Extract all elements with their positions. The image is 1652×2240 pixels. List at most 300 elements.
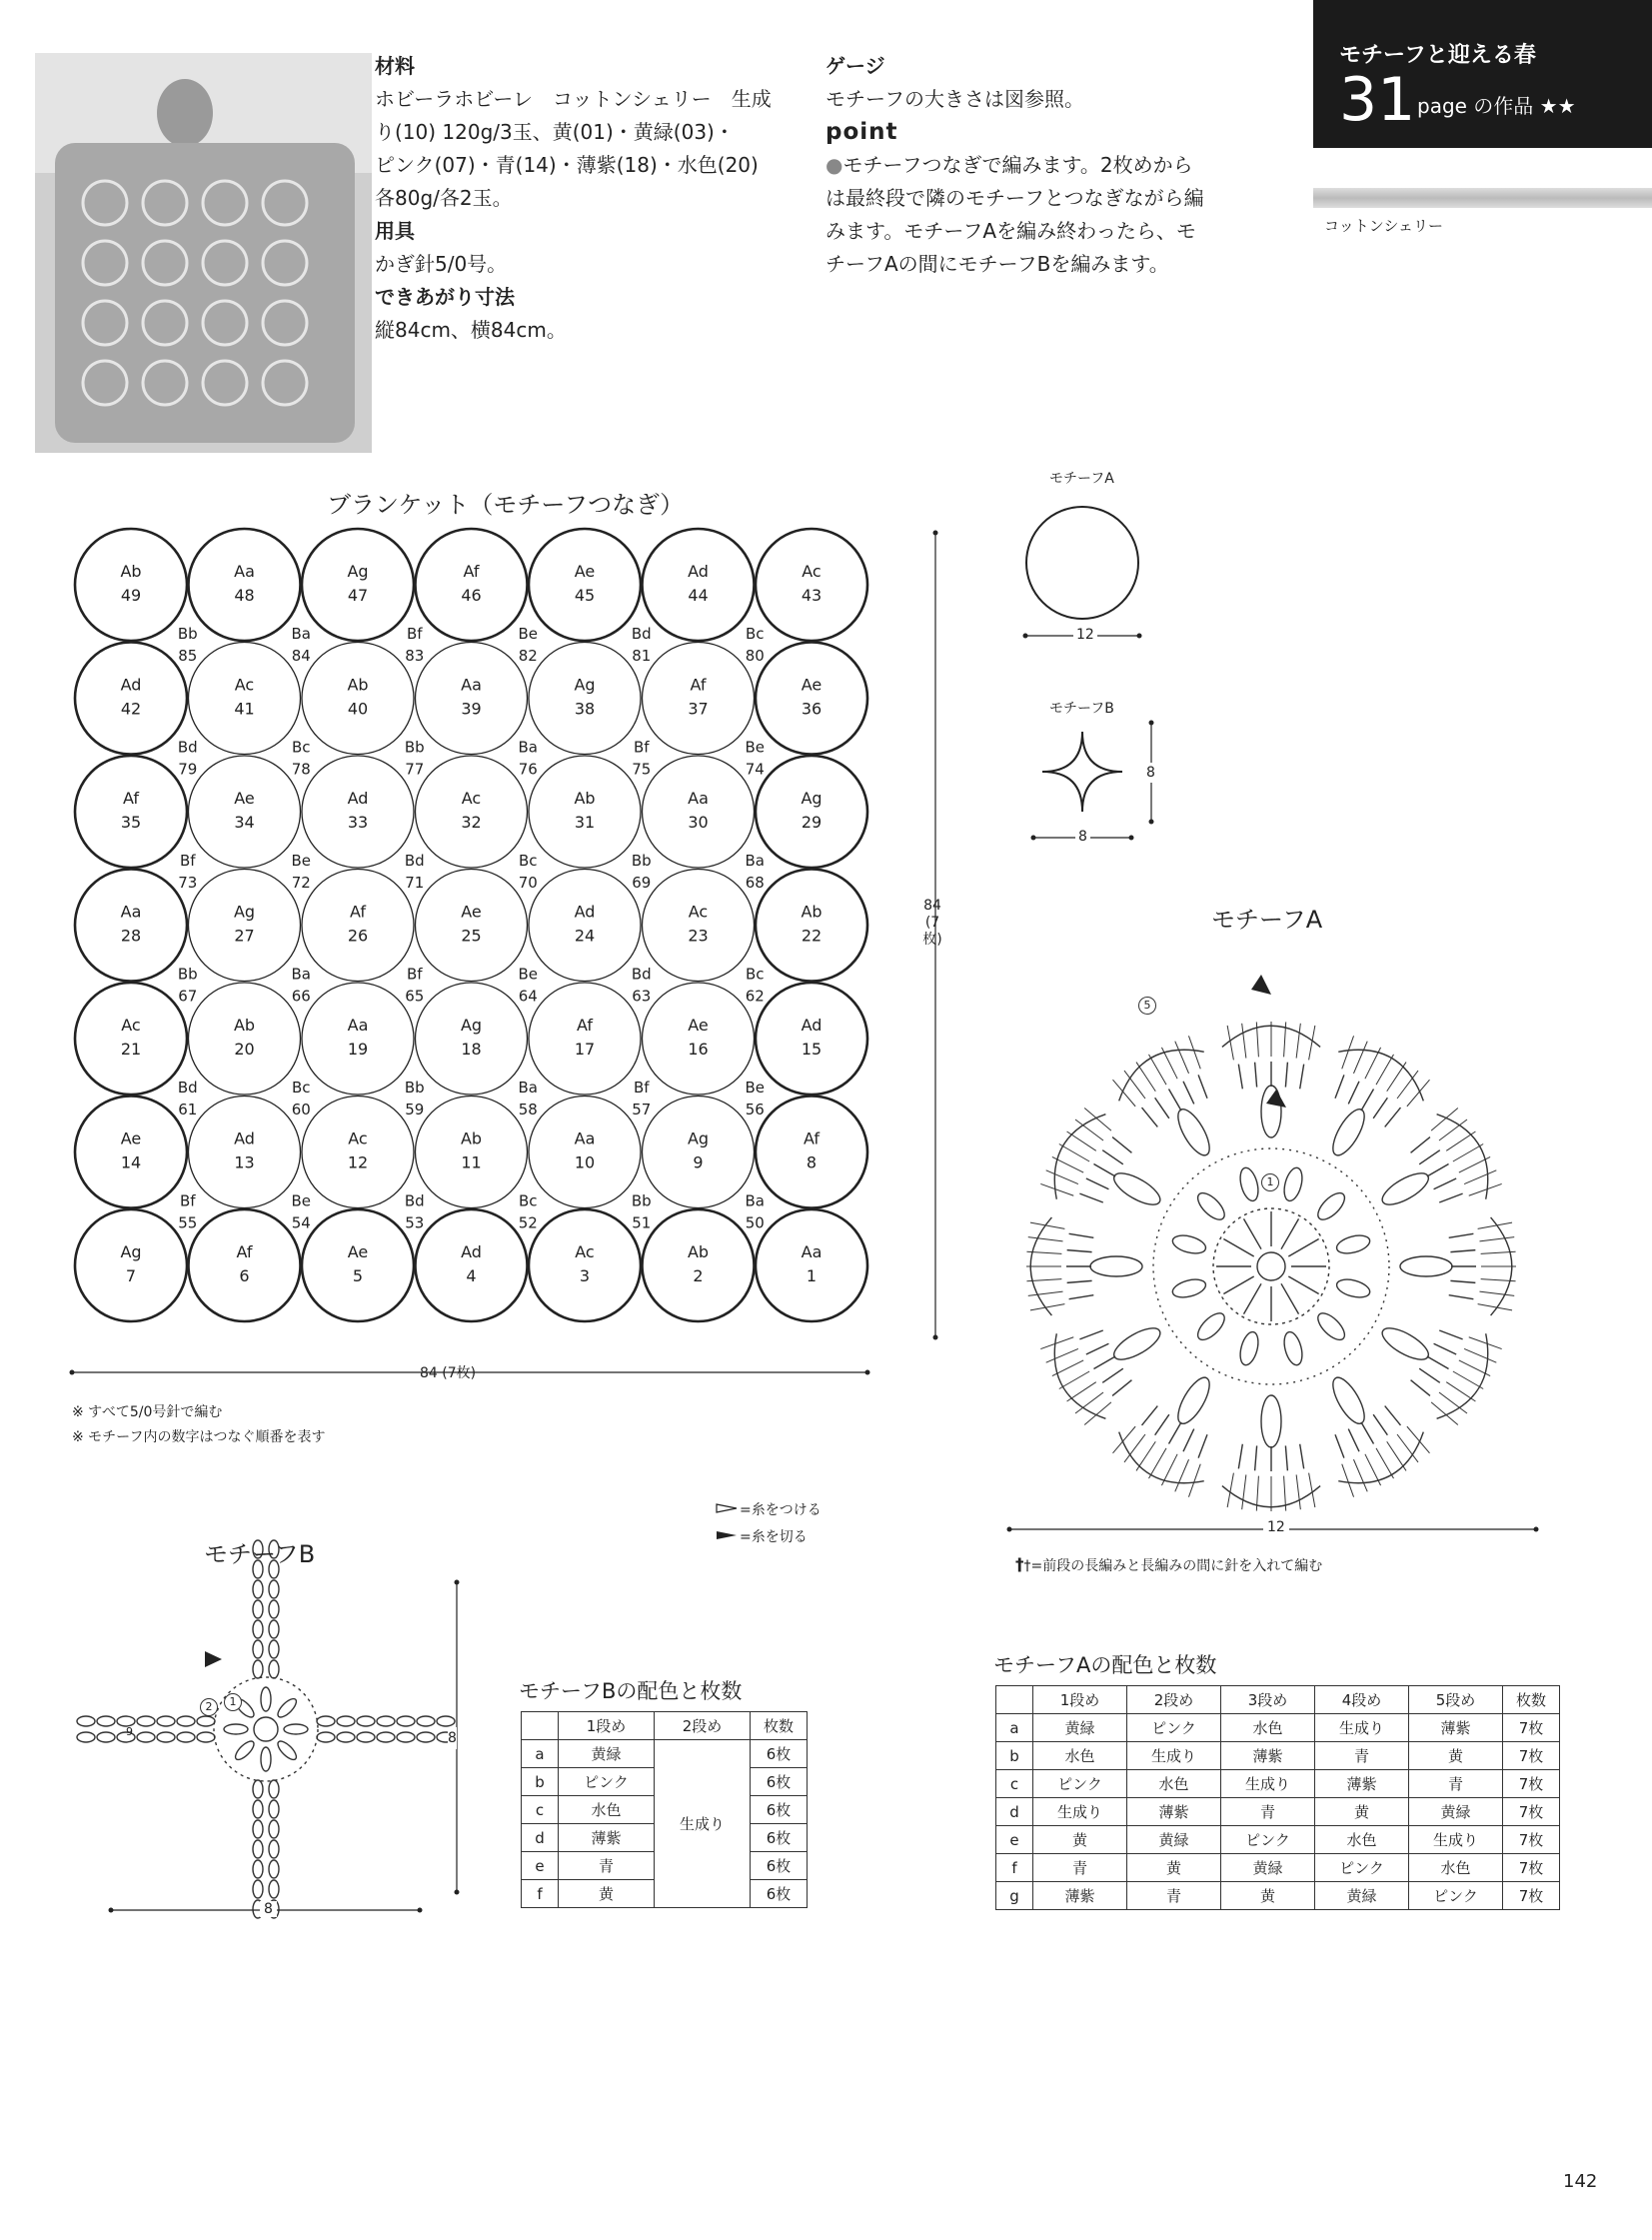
table-header-row: [996, 1686, 1560, 1714]
table-cell: f: [996, 1854, 1033, 1882]
series-title: モチーフと迎える春: [1339, 43, 1536, 68]
stitch-mark: [1149, 1055, 1167, 1085]
stitch-mark: [1084, 1402, 1111, 1425]
stitch-mark: [1439, 1193, 1462, 1202]
stitch-mark: [1112, 1426, 1135, 1453]
motif-a-color-label: Ab: [233, 1016, 256, 1035]
stitch-mark: [224, 1724, 248, 1734]
motif-a-color-label: Ag: [460, 1016, 483, 1035]
stitch-mark: [1028, 1237, 1063, 1241]
stitch-mark: [1373, 1414, 1387, 1435]
table-cell: a: [522, 1740, 559, 1768]
stitch-mark: [1059, 1144, 1089, 1162]
motif-a-color-label: Ad: [801, 1016, 823, 1035]
chain-stitch: [253, 1840, 263, 1858]
stitch-mark: [1169, 1422, 1182, 1444]
stitch-mark: [1300, 1065, 1304, 1090]
dim-dot: [933, 1335, 938, 1340]
motif-a-circle: [756, 756, 867, 868]
motif-b-order-number: 65: [405, 987, 425, 1006]
stitch-mark: [1464, 1348, 1496, 1362]
stitch-mark: [1378, 1322, 1433, 1365]
motif-a-order-number: 34: [234, 813, 255, 832]
motif-a-order-number: 24: [574, 926, 596, 946]
chain-stitch: [253, 1600, 263, 1618]
chain-stitch: [269, 1660, 279, 1678]
stitch-mark: [1244, 1283, 1262, 1313]
table-cell: 水色: [1315, 1826, 1409, 1854]
motif-a-order-number: 16: [688, 1040, 709, 1059]
motif-b-order-number: 68: [745, 873, 765, 892]
motif-b-order-number: 50: [745, 1213, 765, 1232]
motif-a-circle: [416, 1097, 528, 1208]
motif-b-color-label: Be: [518, 965, 539, 984]
chain-stitch: [269, 1860, 279, 1878]
stitch-mark: [1112, 1380, 1131, 1396]
round-5-marker: 5: [1138, 997, 1156, 1015]
table-cell: 薄紫: [1409, 1714, 1503, 1742]
stitch-mark: [1188, 1464, 1200, 1497]
motif-a-order-number: 27: [234, 926, 255, 946]
point-heading: point: [826, 119, 898, 145]
motif-a-color-label: Ae: [801, 675, 823, 695]
motif-a-order-number: 40: [347, 699, 369, 719]
motif-a-order-number: 39: [461, 699, 482, 719]
stitch-mark: [1079, 1330, 1102, 1339]
motif-a-circle: [189, 643, 301, 755]
motif-a-circle: [529, 983, 641, 1095]
motif-b-outline: [1042, 732, 1122, 812]
stitch-mark: [1449, 1233, 1474, 1237]
dim-dot: [1149, 820, 1154, 825]
motif-b-small-label: モチーフB: [1049, 701, 1114, 717]
materials-line: 各80g/各2玉。: [375, 186, 513, 210]
stitch-mark: [1335, 1276, 1372, 1300]
legend-cut: =糸を切る: [740, 1529, 808, 1545]
motif-a-order-number: 28: [120, 926, 142, 946]
blanket-diagram: [70, 529, 938, 1375]
table-b-title: モチーフBの配色と枚数: [519, 1679, 743, 1703]
table-cell: 生成り: [1409, 1826, 1503, 1854]
stitch-mark: [1119, 1432, 1204, 1483]
stitch-mark: [1361, 1422, 1374, 1444]
dim-dot: [418, 1908, 423, 1913]
stitch-mark: [1142, 1406, 1158, 1425]
chain-stitch: [357, 1716, 375, 1726]
motif-a-color-label: Aa: [234, 562, 255, 581]
motif-b-order-number: 75: [632, 760, 652, 779]
motif-a-circle: [416, 983, 528, 1095]
table-cell: 6枚: [751, 1880, 808, 1908]
stitch-mark: [1281, 1218, 1299, 1248]
motif-a-small-dim: 12: [1073, 627, 1097, 643]
blanket-note: ※ モチーフ内の数字はつなぐ順番を表す: [72, 1429, 326, 1445]
motif-b-color-label: Bc: [291, 1078, 311, 1097]
table-cell: 青: [1127, 1882, 1221, 1910]
chain-stitch: [417, 1716, 435, 1726]
motif-a-order-number: 42: [120, 699, 142, 719]
motif-a-order-number: 6: [239, 1266, 250, 1285]
dim-dot: [1534, 1527, 1539, 1532]
motif-b-small-dim-w: 8: [1075, 829, 1090, 845]
table-header-cell: 3段め: [1221, 1686, 1315, 1714]
stitch-mark: [1093, 1164, 1115, 1177]
table-cell: c: [522, 1796, 559, 1824]
motif-b-order-number: 59: [405, 1100, 425, 1119]
motif-a-color-label: Ae: [574, 562, 596, 581]
motif-a-color-label: Aa: [120, 902, 142, 922]
motif-b-order-number: 70: [518, 873, 538, 892]
stitch-mark: [1459, 1360, 1490, 1376]
motif-a-color-label: Ac: [461, 789, 482, 808]
table-cell: 黄緑: [559, 1740, 655, 1768]
motif-b-color-label: Bb: [177, 965, 198, 984]
motif-a-circle: [302, 643, 414, 755]
motif-a-circle: [416, 756, 528, 868]
motif-a-circle: [643, 1097, 755, 1208]
table-cell: 黄緑: [1315, 1882, 1409, 1910]
blanket-height-label: 84 (7枚): [922, 898, 942, 948]
stitch-mark: [1124, 1434, 1145, 1462]
motif-a-order-number: 8: [806, 1152, 818, 1172]
stitch-mark: [1419, 1150, 1440, 1164]
motif-a-circle: [416, 870, 528, 982]
motif-b-order-number: 71: [405, 873, 425, 892]
motif-b-color-label: Be: [518, 624, 539, 643]
chain-stitch: [253, 1880, 263, 1898]
chain-stitch: [397, 1732, 415, 1742]
chain-stitch: [269, 1640, 279, 1658]
point-line: チーフAの間にモチーフBを編みます。: [826, 252, 1169, 276]
stitch-mark: [275, 1738, 299, 1762]
stitch-mark: [1086, 1178, 1109, 1189]
motif-a-chart-dim: 12: [1263, 1519, 1289, 1535]
motif-b-order-number: 58: [518, 1100, 538, 1119]
point-line: みます。モチーフAを編み終わったら、モ: [826, 219, 1196, 243]
chain-stitch: [97, 1732, 115, 1742]
chain-stitch: [269, 1880, 279, 1898]
table-b: [521, 1711, 808, 1908]
chain-stitch: [269, 1580, 279, 1598]
stitch-mark: [1411, 1137, 1430, 1153]
dim-dot: [109, 1908, 114, 1913]
motif-a-order-number: 32: [461, 813, 482, 832]
motif-a-color-label: Ae: [347, 1242, 369, 1261]
table-row: [996, 1882, 1560, 1910]
stitch-mark: [1172, 1373, 1215, 1428]
stitch-mark: [1427, 1164, 1449, 1177]
chain-stitch: [77, 1732, 95, 1742]
motif-a-order-number: 18: [461, 1040, 482, 1059]
motif-a-circle: [529, 529, 641, 641]
gauge-heading: ゲージ: [826, 54, 885, 78]
table-row: [522, 1740, 808, 1768]
table-header-cell: 2段め: [655, 1712, 751, 1740]
motif-a-color-label: Ad: [461, 1242, 482, 1261]
motif-b-order-number: 72: [291, 873, 311, 892]
stitch-mark: [1361, 1089, 1374, 1111]
stitch-mark: [1093, 1356, 1115, 1369]
stitch-mark: [1469, 1337, 1502, 1349]
stitch-mark: [1198, 1075, 1207, 1098]
motif-a-color-label: Ad: [574, 902, 596, 922]
motif-a-order-number: 38: [574, 699, 596, 719]
stitch-mark: [1172, 1105, 1215, 1159]
table-header-row: [522, 1712, 808, 1740]
stitch-mark: [1378, 1167, 1433, 1210]
motif-a-circle: [189, 1209, 301, 1321]
motif-b-color-label: Ba: [745, 851, 765, 870]
motif-a-circle: [529, 870, 641, 982]
table-row: [996, 1714, 1560, 1742]
motif-a-color-label: Ab: [801, 902, 823, 922]
motif-b-color-label: Bb: [404, 1078, 425, 1097]
chain-stitch: [197, 1732, 215, 1742]
stitch-mark: [1109, 1322, 1164, 1365]
motif-b-color-label: Bc: [518, 1191, 538, 1210]
motif-a-order-number: 46: [461, 586, 482, 605]
stitch-mark: [1069, 1233, 1094, 1237]
motif-b-color-label: Bc: [291, 738, 311, 757]
table-cell: 薄紫: [1033, 1882, 1127, 1910]
stitch-mark: [1335, 1075, 1344, 1098]
table-row: [996, 1798, 1560, 1826]
tools-text: かぎ針5/0号。: [375, 252, 508, 276]
chain-stitch: [269, 1780, 279, 1798]
stitch-mark: [1161, 1048, 1177, 1079]
table-cell: ピンク: [1315, 1854, 1409, 1882]
motif-a-order-number: 33: [347, 813, 369, 832]
motif-b-order-number: 54: [291, 1213, 311, 1232]
stitch-mark: [1469, 1183, 1502, 1195]
motif-b-crochet-chart: [77, 1540, 455, 1918]
motif-b-color-label: Be: [291, 1191, 312, 1210]
stitch-mark: [1464, 1170, 1496, 1184]
stitch-mark: [1397, 1434, 1418, 1462]
table-cell: ピンク: [1409, 1882, 1503, 1910]
motif-a-order-number: 31: [574, 813, 596, 832]
stitch-mark: [1067, 1250, 1092, 1252]
stitch-mark: [1439, 1330, 1462, 1339]
chain-stitch: [253, 1580, 263, 1598]
stitch-mark: [1183, 1429, 1194, 1452]
table-cell: 青: [559, 1852, 655, 1880]
stitch-mark: [1450, 1280, 1475, 1282]
motif-b-order-number: 63: [632, 987, 652, 1006]
stitch-mark: [1327, 1373, 1370, 1428]
stitch-mark: [1288, 1276, 1318, 1294]
stitch-mark: [1348, 1082, 1359, 1105]
motif-a-color-label: Af: [576, 1016, 594, 1035]
motif-a-circle: [529, 643, 641, 755]
cut-yarn-icon: [717, 1531, 737, 1539]
round-2-marker: 2: [200, 1698, 218, 1716]
motif-b-color-label: Ba: [291, 624, 311, 643]
motif-a-circle: [529, 1097, 641, 1208]
blanket-width-label: 84 (7枚): [420, 1365, 477, 1381]
table-row: [996, 1854, 1560, 1882]
motif-b-color-label: Bb: [404, 738, 425, 757]
stitch-mark: [284, 1724, 308, 1734]
chain-stitch: [337, 1732, 355, 1742]
stitch-mark: [1040, 1337, 1073, 1349]
stitch-mark: [1054, 1333, 1105, 1418]
motif-a-circle: [302, 1209, 414, 1321]
motif-a-color-label: Aa: [347, 1016, 369, 1035]
table-cell: 黄: [559, 1880, 655, 1908]
motif-a-order-number: 30: [688, 813, 709, 832]
table-cell: 6枚: [751, 1824, 808, 1852]
stitch-mark: [1183, 1082, 1194, 1105]
motif-b-order-number: 82: [518, 646, 538, 665]
motif-b-color-label: Ba: [291, 965, 311, 984]
stitch-mark: [233, 1738, 257, 1762]
materials-line: り(10) 120g/3玉、黄(01)・黄緑(03)・: [375, 120, 735, 144]
motif-a-circle: [529, 1209, 641, 1321]
motif-a-order-number: 14: [120, 1152, 142, 1172]
table-cell: d: [996, 1798, 1033, 1826]
motif-a-circle: [75, 1209, 187, 1321]
motif-a-circle: [189, 1097, 301, 1208]
bullet-icon: ●: [826, 153, 843, 177]
stitch-mark: [1296, 1024, 1300, 1059]
table-header-cell: 枚数: [1503, 1686, 1560, 1714]
motif-b-color-label: Bd: [177, 1078, 198, 1097]
table-cell: ピンク: [1127, 1714, 1221, 1742]
chain-stitch: [253, 1820, 263, 1838]
motif-a-circle: [643, 1209, 755, 1321]
motif-b-chart-dim-h: 8: [448, 1727, 457, 1749]
stitch-mark: [1434, 1343, 1457, 1354]
stitch-mark: [1431, 1108, 1458, 1130]
table-cell: d: [522, 1824, 559, 1852]
motif-b-order-number: 74: [745, 760, 765, 779]
stitch-mark: [1281, 1165, 1305, 1202]
chain-stitch: [137, 1716, 155, 1726]
round-9-marker: 9: [126, 1725, 133, 1738]
motif-a-color-label: Af: [122, 789, 140, 808]
table-cell: 6枚: [751, 1852, 808, 1880]
motif-a-order-number: 43: [801, 586, 823, 605]
stitch-mark: [1175, 1042, 1189, 1074]
materials-heading: 材料: [375, 54, 415, 78]
motif-a-order-number: 9: [693, 1152, 704, 1172]
motif-a-chart-note: ††=前段の長編みと長編みの間に針を入れて編む: [1015, 1555, 1323, 1575]
stitch-mark: [1446, 1382, 1475, 1401]
stitch-mark: [1067, 1280, 1092, 1282]
dim-dot: [1149, 721, 1154, 726]
motif-a-circle: [643, 983, 755, 1095]
table-cell: 生成り: [1315, 1714, 1409, 1742]
motif-a-order-number: 12: [347, 1152, 369, 1172]
table-cell: b: [522, 1768, 559, 1796]
motif-a-order-number: 44: [688, 586, 709, 605]
stitch-mark: [1437, 1333, 1488, 1418]
stitch-mark: [1313, 1188, 1348, 1223]
stitch-mark: [1439, 1392, 1467, 1413]
stitch-mark: [1338, 1050, 1423, 1101]
motif-b-color-label: Ba: [518, 1078, 538, 1097]
motif-a-circle: [75, 756, 187, 868]
motif-b-color-label: Ba: [518, 738, 538, 757]
stitch-mark: [1102, 1150, 1123, 1164]
stitch-mark: [1453, 1144, 1483, 1162]
table-cell: 水色: [1033, 1742, 1127, 1770]
stitch-mark: [1075, 1392, 1103, 1413]
dim-dot: [1129, 836, 1134, 841]
motif-a-chart-title: モチーフA: [1211, 906, 1323, 934]
gauge-text: モチーフの大きさは図参照。: [826, 87, 1084, 111]
table-cell: 6枚: [751, 1768, 808, 1796]
motif-a-circle: [75, 983, 187, 1095]
chain-stitch: [269, 1840, 279, 1858]
stitch-mark: [261, 1747, 271, 1771]
table-cell: 黄: [1221, 1882, 1315, 1910]
table-row: [996, 1826, 1560, 1854]
table-cell: 水色: [1221, 1714, 1315, 1742]
motif-a-color-label: Ac: [575, 1242, 595, 1261]
table-row: [996, 1770, 1560, 1798]
stitch-mark: [1244, 1218, 1262, 1248]
table-cell: 青: [1315, 1742, 1409, 1770]
motif-a-order-number: 47: [347, 586, 369, 605]
stitch-mark: [1353, 1042, 1367, 1074]
motif-a-order-number: 10: [574, 1152, 596, 1172]
chain-stitch: [97, 1716, 115, 1726]
motif-a-color-label: Af: [236, 1242, 253, 1261]
table-header-cell: 5段め: [1409, 1686, 1503, 1714]
motif-a-color-label: Ad: [688, 562, 709, 581]
stitch-mark: [1079, 1193, 1102, 1202]
motif-b-order-number: 67: [178, 987, 198, 1006]
stitch-mark: [1237, 1330, 1261, 1367]
table-cell: 7枚: [1503, 1826, 1560, 1854]
chain-stitch: [269, 1620, 279, 1638]
dim-dot: [70, 1370, 75, 1375]
motif-a-circle: [75, 1097, 187, 1208]
blanket-note: ※ すべて5/0号針で編む: [72, 1404, 223, 1420]
stitch-mark: [1052, 1156, 1083, 1172]
stitch-mark: [1136, 1063, 1155, 1092]
chain-stitch: [317, 1732, 335, 1742]
stitch-mark: [1054, 1115, 1105, 1199]
table-cell: 黄: [1315, 1798, 1409, 1826]
motif-a-color-label: Ag: [801, 789, 823, 808]
stitch-mark: [1338, 1432, 1423, 1483]
motif-a-color-label: Af: [463, 562, 480, 581]
motif-b-order-number: 79: [178, 760, 198, 779]
chain-stitch: [377, 1732, 395, 1742]
dim-dot: [1031, 836, 1036, 841]
stitch-mark: [1102, 1368, 1123, 1382]
motif-a-color-label: Ag: [574, 675, 596, 695]
round-1-marker: 1: [224, 1693, 242, 1711]
table-cell: 薄紫: [1127, 1798, 1221, 1826]
stitch-mark: [1238, 1444, 1242, 1469]
dim-dot: [455, 1890, 460, 1895]
stitch-mark: [1348, 1429, 1359, 1452]
table-cell: 水色: [1127, 1770, 1221, 1798]
stitch-mark: [1237, 1165, 1261, 1202]
stitch-mark: [1169, 1089, 1182, 1111]
table-cell: e: [996, 1826, 1033, 1854]
motif-a-color-label: Ag: [347, 562, 369, 581]
motif-b-small-dim-h: 8: [1146, 765, 1155, 781]
stitch-mark: [1255, 1445, 1257, 1470]
stitch-mark: [1353, 1459, 1367, 1491]
stitch-mark: [1419, 1368, 1440, 1382]
stitch-mark: [1376, 1448, 1394, 1478]
